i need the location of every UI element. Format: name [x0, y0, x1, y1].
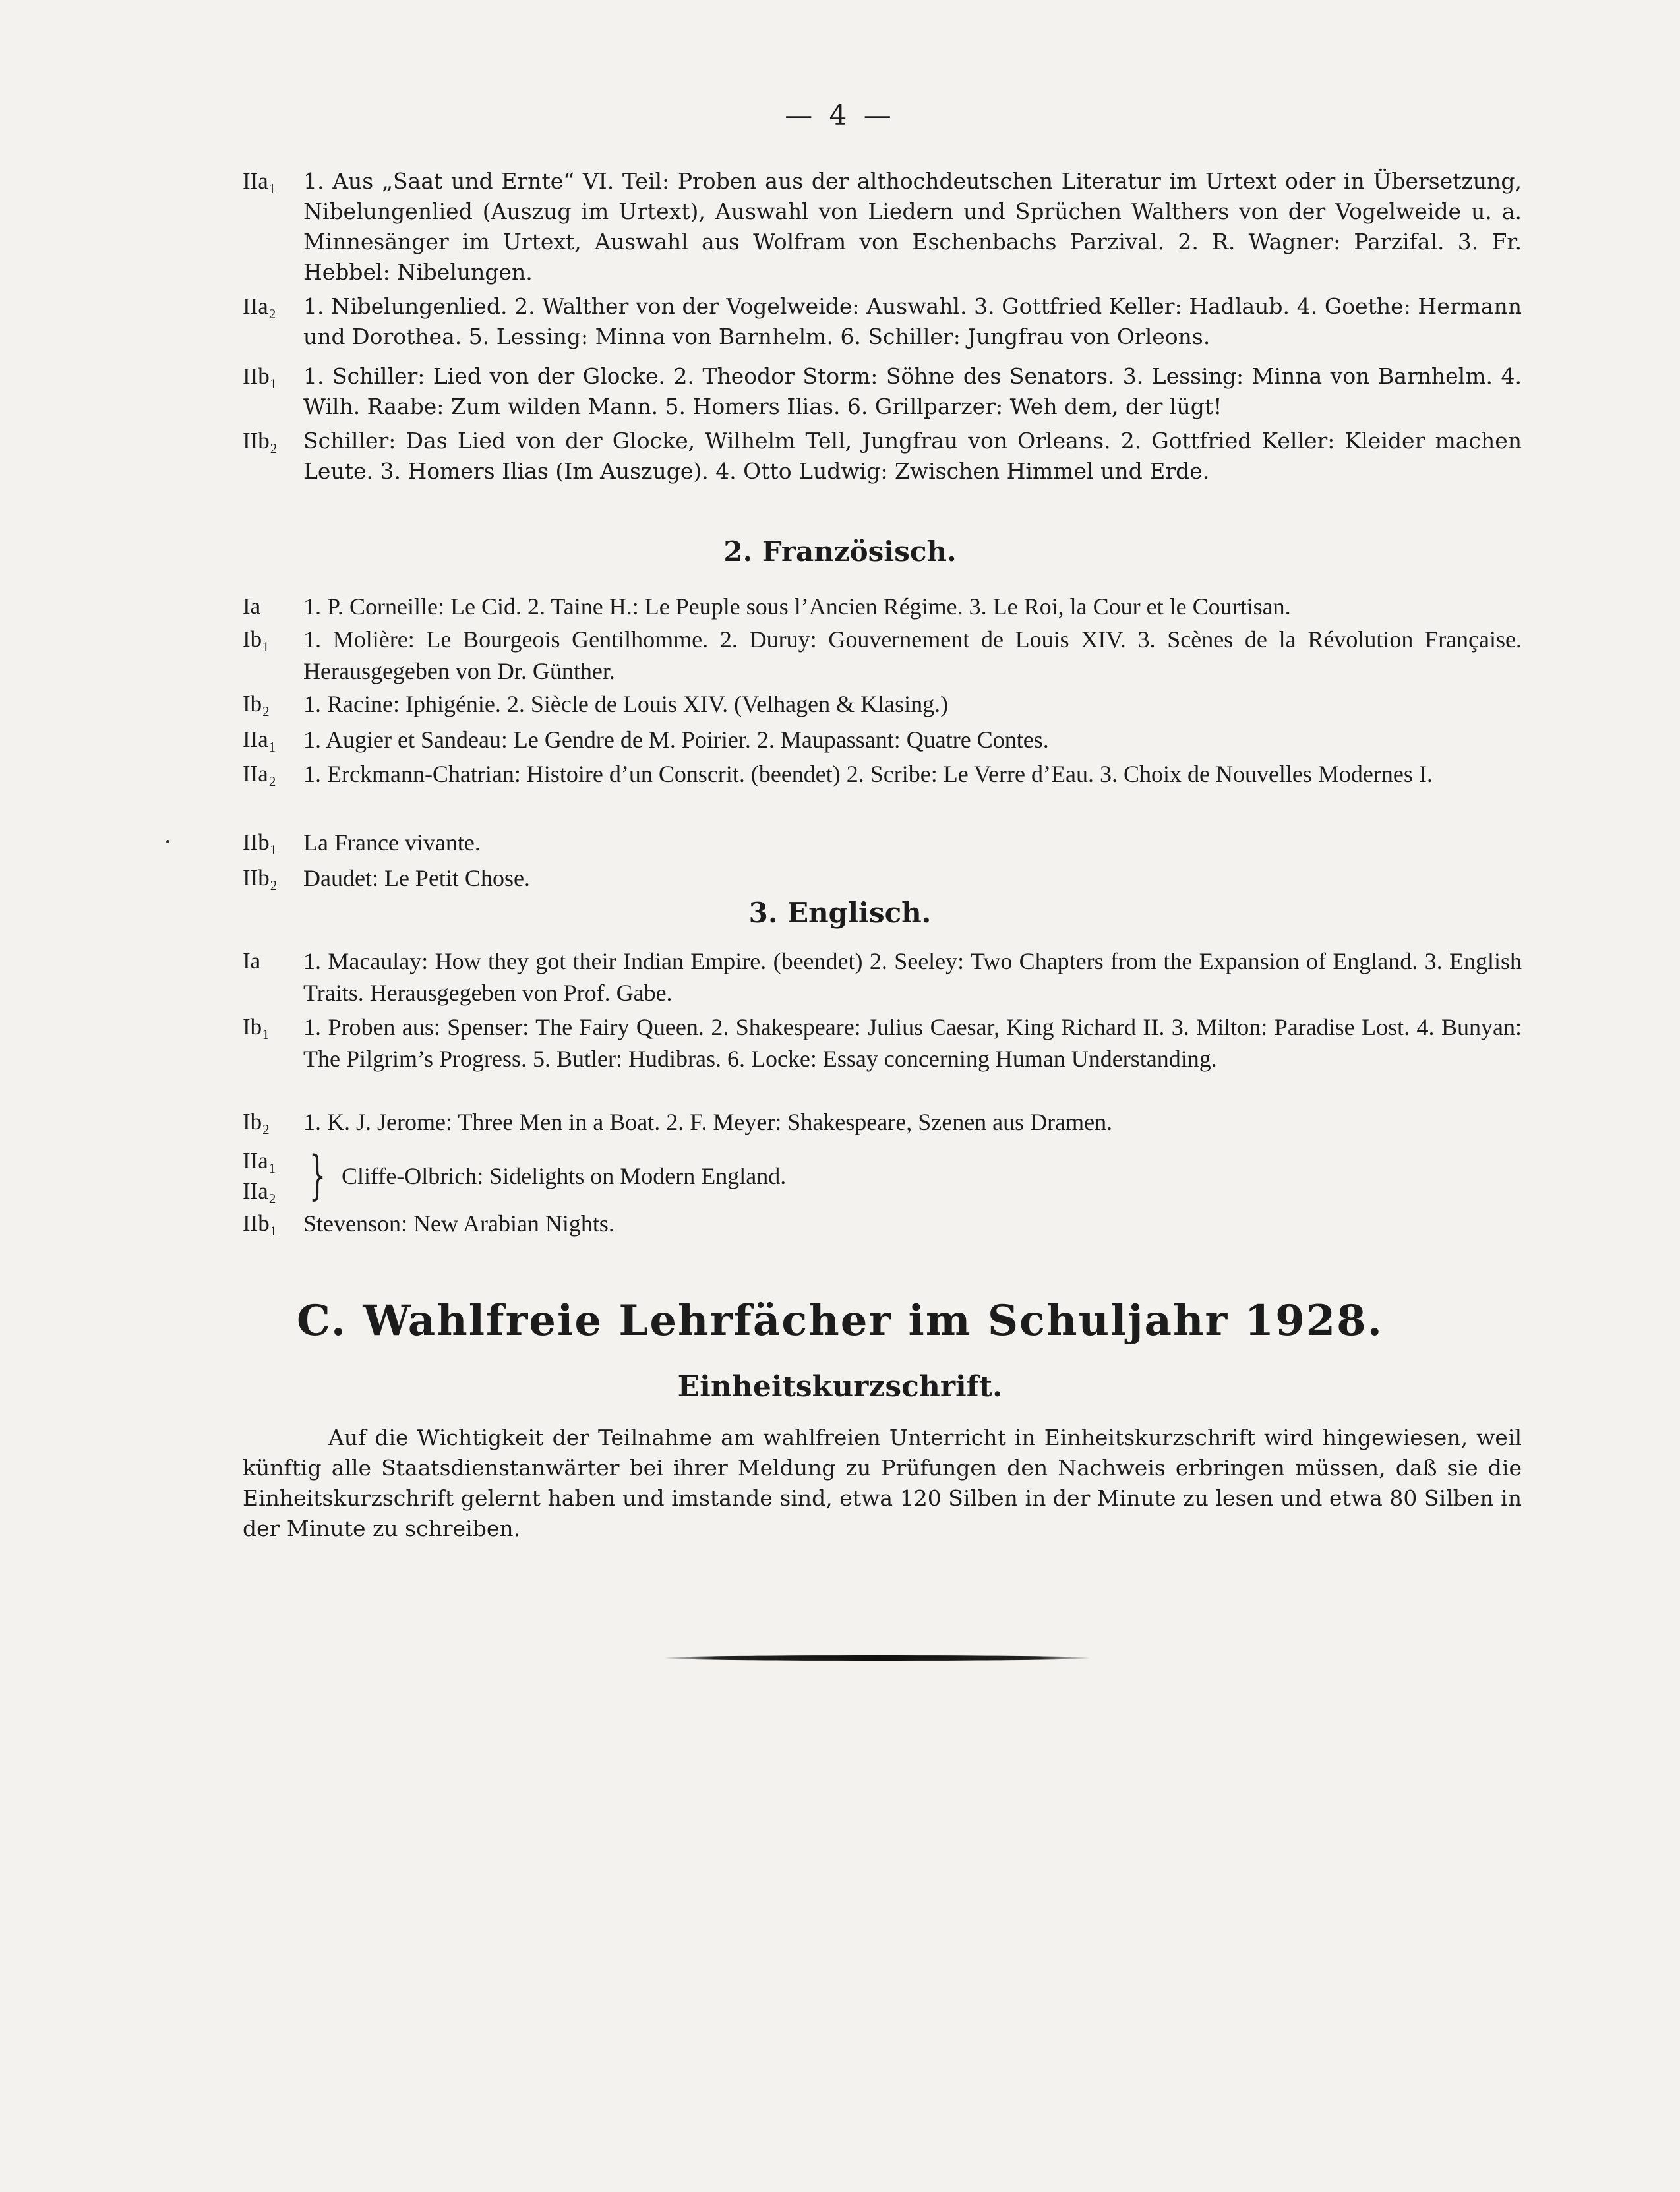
- entry-text: Stevenson: New Arabian Nights.: [303, 1210, 615, 1237]
- french-entry-iia1: [243, 724, 1522, 755]
- page-number: — 4 —: [785, 99, 895, 131]
- german-entry-iia2: [243, 291, 1522, 352]
- entry-text: La France vivante.: [303, 829, 481, 856]
- class-label: Ib₁: [243, 626, 270, 652]
- entry-text: 1. Macaulay: How they got their Indian Empire. (beendet) 2. Seeley: Two Chapters from the Expansion of England. 3. English Traits. Herausgegeben von Prof. Gabe.: [303, 948, 1522, 1006]
- class-label: IIa₂: [243, 293, 277, 319]
- brace-glyph: }: [309, 1144, 326, 1206]
- class-label: Ib₂: [243, 1109, 270, 1135]
- class-label: IIb₂: [243, 428, 278, 454]
- shorthand-paragraph: Auf die Wichtigkeit der Teilnahme am wahlfreien Unterricht in Einheitskurzschrift wird hingewiesen, weil künftig alle Staatsdienstanwärter bei ihrer Meldung zu Prüfungen den Nachweis erbringen müssen, daß sie die Einheitskurzschrift gelernt haben und imstande sind, etwa 120 Silben in der Minute zu lesen und etwa 80 Silben in der Minute zu schreiben.: [243, 1425, 1522, 1541]
- scan-speck: [166, 840, 169, 843]
- french-entry-iia2: [243, 758, 1522, 790]
- decorative-rule: [663, 1655, 1091, 1661]
- entry-text: 1. P. Corneille: Le Cid. 2. Taine H.: Le Peuple sous l’Ancien Régime. 3. Le Roi, la Cour et le Courtisan.: [303, 593, 1291, 620]
- class-label: Ib₂: [243, 691, 270, 717]
- english-heading: 3. Englisch.: [748, 897, 932, 929]
- english-entry-ib2: [243, 1106, 1522, 1138]
- entry-text: 1. Schiller: Lied von der Glocke. 2. Theodor Storm: Söhne des Senators. 3. Lessing: Minna von Barnhelm. 4. Wilh. Raabe: Zum wilden Mann. 5. Homers Ilias. 6. Grillparzer: Weh dem, der lügt!: [303, 363, 1522, 419]
- english-entry-iia-group: [243, 1146, 1495, 1206]
- entry-text: Cliffe-Olbrich: Sidelights on Modern England.: [342, 1163, 787, 1189]
- german-entry-iia1: [243, 166, 1522, 287]
- french-entry-iib2: [243, 862, 1522, 894]
- entry-text: 1. Augier et Sandeau: Le Gendre de M. Poirier. 2. Maupassant: Quatre Contes.: [303, 726, 1049, 753]
- class-label: IIb₁: [243, 829, 278, 855]
- french-entry-ia: [243, 591, 1522, 622]
- french-heading: 2. Französisch.: [723, 535, 957, 568]
- class-label: IIb₂: [243, 865, 278, 891]
- german-entry-iib1: [243, 361, 1522, 422]
- entry-text: 1. K. J. Jerome: Three Men in a Boat. 2. F. Meyer: Shakespeare, Szenen aus Dramen.: [303, 1109, 1113, 1135]
- french-entry-iib1: [243, 827, 1522, 858]
- shorthand-heading: Einheitskurzschrift.: [677, 1370, 1003, 1404]
- class-label: IIa₁: [243, 726, 277, 752]
- french-entry-ib2: [243, 688, 1522, 720]
- english-entry-ia: [243, 945, 1522, 1009]
- class-label: IIa₁: [243, 168, 277, 194]
- class-label: IIa₂: [243, 761, 277, 786]
- entry-text: 1. Aus „Saat und Ernte“ VI. Teil: Proben aus der althochdeutschen Literatur im Urtext oder in Übersetzung, Nibelungenlied (Auszug im Urtext), Auswahl von Liedern und Sprüchen Walthers von der Vogelweide u. a. Minnesänger im Urtext, Auswahl aus Wolfram von Eschenbachs Parzival. 2. R. Wagner: Parzifal. 3. Fr. Hebbel: Nibelungen.: [303, 168, 1522, 285]
- class-label: Ib₁: [243, 1014, 270, 1040]
- class-label: Ia: [243, 593, 261, 619]
- entry-text: Schiller: Das Lied von der Glocke, Wilhelm Tell, Jungfrau von Orleans. 2. Gottfried Keller: Kleider machen Leute. 3. Homers Ilias (Im Auszuge). 4. Otto Ludwig: Zwischen Himmel und Erde.: [303, 428, 1522, 484]
- entry-text: 1. Nibelungenlied. 2. Walther von der Vogelweide: Auswahl. 3. Gottfried Keller: Hadlaub. 4. Goethe: Hermann und Dorothea. 5. Lessing: Minna von Barnhelm. 6. Schiller: Jungfrau von Orleons.: [303, 293, 1522, 349]
- class-label: Ia: [243, 948, 261, 974]
- class-label-b: IIa₂: [243, 1178, 277, 1204]
- english-entry-ib1: [243, 1011, 1522, 1075]
- french-entry-ib1: [243, 624, 1522, 687]
- class-label-a: IIa₁: [243, 1148, 277, 1173]
- section-c-heading: C. Wahlfreie Lehrfächer im Schuljahr 1928.: [297, 1296, 1383, 1346]
- entry-text: Daudet: Le Petit Chose.: [303, 865, 530, 891]
- class-label: IIb₁: [243, 1210, 278, 1236]
- entry-text: 1. Erckmann-Chatrian: Histoire d’un Conscrit. (beendet) 2. Scribe: Le Verre d’Eau. 3. Choix de Nouvelles Modernes I.: [303, 761, 1433, 787]
- english-entry-iib1: [243, 1208, 1522, 1239]
- entry-text: 1. Racine: Iphigénie. 2. Siècle de Louis XIV. (Velhagen & Klasing.): [303, 691, 949, 717]
- german-entry-iib2: [243, 426, 1522, 487]
- class-label: IIb₁: [243, 363, 278, 389]
- entry-text: 1. Proben aus: Spenser: The Fairy Queen. 2. Shakespeare: Julius Caesar, King Richard II. 3. Milton: Paradise Lost. 4. Bunyan: The Pilgrim’s Progress. 5. Butler: Hudibras. 6. Locke: Essay concerning Human Understanding.: [303, 1014, 1522, 1072]
- entry-text: 1. Molière: Le Bourgeois Gentilhomme. 2. Duruy: Gouvernement de Louis XIV. 3. Scènes de la Révolution Française. Herausgegeben von Dr. Günther.: [303, 626, 1522, 684]
